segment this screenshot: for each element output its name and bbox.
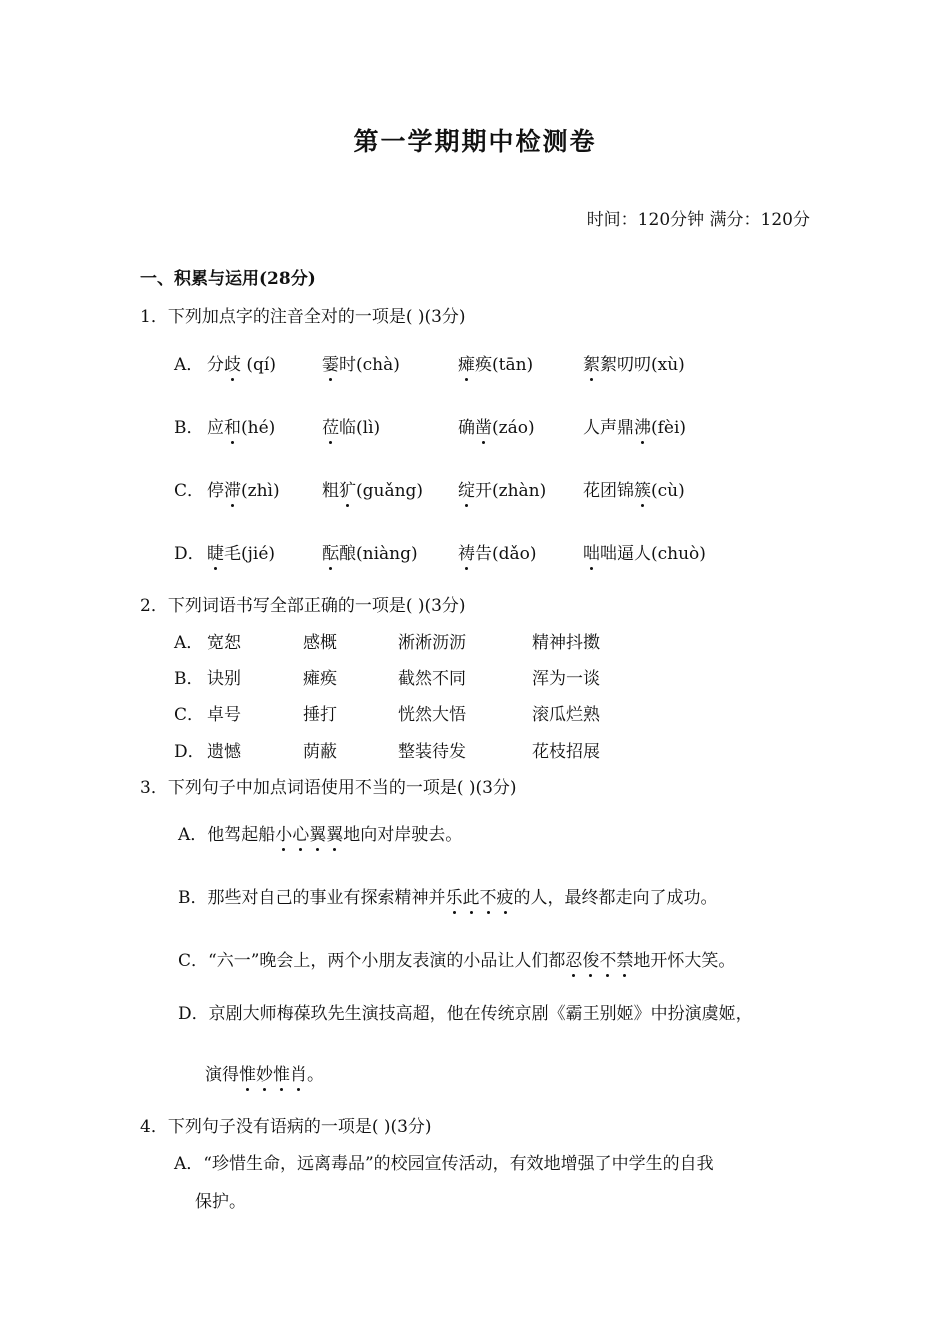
word-item: 捶打 [303,705,337,725]
word-item: 整装待发 [398,742,466,762]
pinyin-item: 确凿(záo) [458,413,535,438]
dotted-char: 和 [224,413,241,438]
q4-option-a: A．“珍惜生命，远离毒品”的校园宣传活动，有效地增强了中学生的自我 [174,1154,714,1174]
pinyin-item: 绽开(zhàn) [458,476,546,501]
dotted-char: 絮 [583,350,600,375]
option-letter: D． [174,742,205,762]
pinyin-item: 莅临(lì) [322,413,380,438]
pinyin-item: 酝酿(niàng) [322,539,418,564]
option-letter: C． [174,705,205,725]
pinyin-item: 粗犷(guǎng) [322,476,423,501]
dotted-char: 瘫 [458,350,475,375]
dotted-char: 沸 [634,413,651,438]
word-item: 滚瓜烂熟 [532,705,600,725]
option-letter: D． [174,544,205,564]
word-item: 恍然大悟 [398,705,466,725]
option-letter: B． [174,418,204,438]
pinyin-item: 瘫痪(tān) [458,350,533,375]
pinyin-item: 花团锦簇(cù) [583,476,685,501]
dotted-char: 莅 [322,413,339,438]
dotted-char: 酝 [322,539,339,564]
option-letter: B． [178,888,208,908]
word-item: 浑为一谈 [532,669,600,689]
option-letter: A． [174,1154,204,1174]
pinyin-item: 分歧 (qí) [207,350,276,375]
section-heading: 一、积累与运用(28分) [140,269,316,289]
pinyin-item: 应和(hé) [207,413,275,438]
dotted-char: 禁 [616,946,633,971]
dotted-char: 忍 [565,946,582,971]
dotted-char: 此 [463,883,480,908]
q4-option-a-cont: 保护。 [195,1192,246,1212]
word-item: 卓号 [207,705,241,725]
q1-stem: 1．下列加点字的注音全对的一项是( )(3分) [140,307,466,327]
dotted-char: 不 [599,946,616,971]
option-letter: A． [178,825,208,845]
word-item: 瘫痪 [303,669,337,689]
dotted-char: 睫 [207,539,224,564]
q3-option-d: D．京剧大师梅葆玖先生演技高超，他在传统京剧《霸王别姬》中扮演虞姬， [178,1004,753,1024]
pinyin-item: 霎时(chà) [322,350,400,375]
dotted-char: 翼 [309,820,326,845]
dotted-phrase [239,1065,307,1085]
pinyin-item: 祷告(dǎo) [458,539,537,564]
dotted-char: 咄 [583,539,600,564]
dotted-char: 滞 [224,476,241,501]
dotted-char: 疲 [497,883,514,908]
dotted-char: 惟 [273,1060,290,1085]
pinyin-item: 停滞(zhì) [207,476,280,501]
dotted-char: 翼 [326,820,343,845]
dotted-char: 妙 [256,1060,273,1085]
dotted-char: 歧 [224,350,241,375]
q4-stem: 4．下列句子没有语病的一项是( )(3分) [140,1117,432,1137]
q3-stem: 3．下列句子中加点词语使用不当的一项是( )(3分) [140,778,517,798]
dotted-char: 簇 [634,476,651,501]
q3-option-b: B．那些对自己的事业有探索精神并乐此不疲的人，最终都走向了成功。 [178,883,718,908]
q2-stem: 2．下列词语书写全部正确的一项是( )(3分) [140,596,466,616]
q3-option-d-cont: 演得惟妙惟肖。 [205,1060,324,1085]
dotted-char: 惟 [239,1060,256,1085]
dotted-char: 不 [480,883,497,908]
dotted-char: 乐 [446,883,463,908]
pinyin-item: 人声鼎沸(fèi) [583,413,686,438]
pinyin-item: 咄咄逼人(chuò) [583,539,706,564]
word-item: 淅淅沥沥 [398,633,466,653]
option-letter: A． [174,355,204,375]
word-item: 感概 [303,633,337,653]
option-letter: D． [178,1004,209,1024]
word-item: 荫蔽 [303,742,337,762]
dotted-phrase [275,825,343,845]
q3-option-a: A．他驾起船小心翼翼地向对岸驶去。 [178,820,462,845]
word-item: 精神抖擞 [532,633,600,653]
dotted-char: 犷 [339,476,356,501]
q3-option-c: C．“六一”晚会上，两个小朋友表演的小品让人们都忍俊不禁地开怀大笑。 [178,946,735,971]
dotted-char: 凿 [475,413,492,438]
dotted-char: 心 [292,820,309,845]
pinyin-item: 絮絮叨叨(xù) [583,350,685,375]
dotted-char: 霎 [322,350,339,375]
option-letter: B． [174,669,204,689]
dotted-char: 肖 [290,1060,307,1085]
dotted-char: 俊 [582,946,599,971]
dotted-char: 绽 [458,476,475,501]
word-item: 花枝招展 [532,742,600,762]
exam-meta: 时间：120分钟 满分：120分 [586,210,810,230]
option-letter: C． [178,951,209,971]
dotted-phrase [565,951,633,971]
word-item: 截然不同 [398,669,466,689]
word-item: 宽恕 [207,633,241,653]
word-item: 遗憾 [207,742,241,762]
option-letter: A． [174,633,204,653]
dotted-char: 祷 [458,539,475,564]
page-title: 第一学期期中检测卷 [353,127,597,156]
dotted-char: 小 [275,820,292,845]
pinyin-item: 睫毛(jié) [207,539,275,564]
dotted-phrase [446,888,514,908]
word-item: 诀别 [207,669,241,689]
option-letter: C． [174,481,205,501]
